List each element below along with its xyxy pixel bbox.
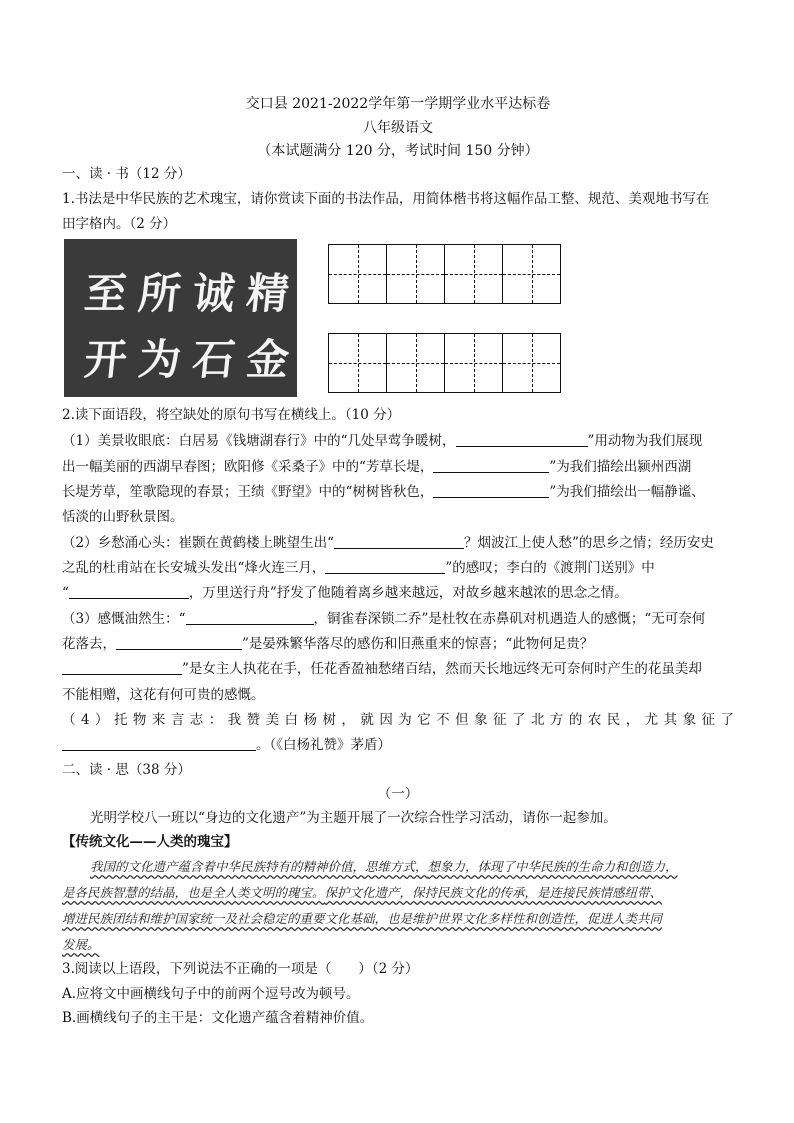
section2-heading: 二、读 · 思（38 分） — [62, 762, 191, 778]
q2-p4-line1: （4）托物来言志：我赞美白杨树，就因为它不但象征了北方的农民，尤其象征了 — [62, 712, 734, 728]
text: “ — [62, 585, 69, 601]
exam-note: （本试题满分 120 分，考试时间 150 分钟） — [257, 143, 539, 159]
q2-p3-line4: 不能相赠，这花有何可贵的感慨。 — [62, 687, 265, 703]
q3-option-b: B.画横线句子的主干是：文化遗产蕴含着精神价值。 — [62, 1010, 374, 1026]
handwritten-line-3 — [62, 909, 734, 929]
handwritten-line-2 — [62, 883, 734, 903]
text: ”为我们描绘出一幅静谧、 — [549, 484, 705, 500]
calligraphy-char: 至 — [82, 269, 130, 318]
exam-title: 交口县 2021-2022学年第一学期学业水平达标卷 — [245, 96, 551, 112]
text: 出一幅美丽的西湖早春图；欧阳修《采桑子》中的“芳草长堤， — [62, 459, 434, 475]
q1-line1: 1.书法是中华民族的艺术瑰宝，请你赏读下面的书法作品，用简体楷书将这幅作品工整、规范、美观地书写在 — [62, 191, 710, 207]
calligraphy-char: 所 — [136, 269, 184, 318]
calligraphy-row-2 — [82, 327, 292, 387]
calligraphy-char: 诚 — [190, 269, 238, 318]
grid-cell[interactable] — [444, 244, 503, 304]
text: ，铜雀春深锁二乔”是杜牧在赤鼻矶对机遇造人的感慨；“无可奈何 — [313, 611, 706, 627]
writing-grid-row-2[interactable] — [329, 333, 561, 393]
text: 长堤芳草，笙歌隐现的春景；王绩《野望》中的“树树皆秋色， — [62, 484, 434, 500]
answer-blank[interactable] — [325, 559, 445, 574]
subsection-heading: 【传统文化——人类的瑰宝】 — [62, 834, 238, 850]
q2-p1-line2 — [62, 457, 734, 477]
answer-blank[interactable] — [62, 736, 256, 751]
q3-option-a: A.应将文中画横线句子中的前两个逗号改为顿号。 — [62, 986, 360, 1002]
handwritten-line-1 — [90, 857, 734, 877]
answer-blank[interactable] — [456, 432, 588, 447]
text: ”用动物为我们展现 — [587, 433, 703, 449]
calligraphy-char: 精 — [244, 269, 292, 318]
text: 花落去， — [62, 636, 116, 652]
q3-stem: 3.阅读以上语段，下列说法不正确的一项是（ ）（2 分） — [62, 961, 419, 977]
text: （3）感慨油然生：“ — [62, 611, 186, 627]
calligraphy-char: 开 — [82, 335, 130, 384]
grid-cell[interactable] — [386, 244, 445, 304]
q2-p2-line2 — [62, 558, 734, 578]
part-label: （一） — [377, 786, 419, 802]
activity-intro: 光明学校八一班以“身边的文化遗产”为主题开展了一次综合性学习活动，请你一起参加。 — [90, 810, 617, 826]
answer-blank[interactable] — [433, 458, 549, 473]
text: ”的感叹；李白的《渡荆门送别》中 — [445, 560, 655, 576]
text: （1）美景收眼底：白居易《钱塘湖春行》中的“几处早莺争暖树， — [62, 433, 456, 449]
answer-blank[interactable] — [62, 660, 182, 675]
q2-p3-line1 — [62, 609, 734, 629]
text: ？烟波江上使人愁”的思乡之情；经历安史 — [464, 535, 714, 551]
text: 想象力，体现了中华民族的生命力和创造力， — [427, 859, 678, 874]
text: 之乱的杜甫站在长安城头发出“烽火连三月， — [62, 560, 326, 576]
q2-intro: 2.读下面语段，将空缺处的原句书写在横线上。（10 分） — [62, 407, 401, 423]
q1-line2: 田字格内。（2 分） — [62, 216, 177, 232]
grid-cell[interactable] — [502, 333, 561, 393]
text: 是各民族智慧的结晶，也是全人类文明的瑰宝。 — [62, 885, 325, 900]
q2-p2-line3 — [62, 583, 734, 603]
grid-cell[interactable] — [328, 333, 387, 393]
answer-blank[interactable] — [433, 483, 549, 498]
q2-p3-line2 — [62, 634, 734, 654]
text: ”是晏殊繁华落尽的感伤和旧燕重来的惊喜；“此物何足贵？ — [242, 636, 594, 652]
underlined-text: 我国的文化遗产蕴含着中华民族特有的精神价值，思维方式， — [90, 859, 428, 874]
answer-blank[interactable] — [69, 584, 189, 599]
text: 增进民族团结和维护国家统一及社会稳定的重要文化基础，也是维护世界文化多样性和创造性，促进人类共同 — [62, 911, 663, 926]
text: 。（《白杨礼赞》茅盾） — [256, 737, 391, 753]
text: ，万里送行舟”抒发了他随着离乡越来越远，对故乡越来越浓的思念之情。 — [188, 585, 628, 601]
grid-cell[interactable] — [386, 333, 445, 393]
q2-p1-line4: 恬淡的山野秋景图。 — [62, 509, 184, 525]
calligraphy-artwork — [64, 239, 297, 397]
text: ”是女主人执花在手，任花香盈袖愁绪百结，然而天长地远终无可奈何时产生的花虽美却 — [182, 661, 702, 677]
grid-cell[interactable] — [444, 333, 503, 393]
answer-blank[interactable] — [186, 610, 314, 625]
exam-subject: 八年级语文 — [363, 120, 433, 136]
text: 发展。 — [62, 937, 100, 952]
writing-grid-row-1[interactable] — [329, 244, 561, 304]
handwritten-line-4 — [62, 935, 734, 955]
grid-cell[interactable] — [502, 244, 561, 304]
text: （2）乡愁涌心头：崔颢在黄鹤楼上眺望生出“ — [62, 535, 334, 551]
calligraphy-char: 金 — [244, 335, 292, 384]
text: ”为我们描绘出颍州西湖 — [549, 459, 692, 475]
q2-p3-line3 — [62, 659, 734, 679]
text: 保护文化遗产，保持民族文化的传承，是连接民族情感纽带、 — [324, 885, 663, 900]
section1-heading: 一、读 · 书（12 分） — [62, 166, 191, 182]
q2-p1-line1 — [62, 431, 734, 451]
q2-p4-line2 — [62, 735, 734, 755]
grid-cell[interactable] — [328, 244, 387, 304]
q2-p1-line3 — [62, 482, 734, 502]
calligraphy-char: 石 — [190, 335, 238, 384]
calligraphy-row-1 — [82, 261, 292, 321]
q2-p2-line1 — [62, 533, 734, 553]
answer-blank[interactable] — [334, 534, 464, 549]
calligraphy-char: 为 — [136, 335, 184, 384]
answer-blank[interactable] — [116, 635, 242, 650]
